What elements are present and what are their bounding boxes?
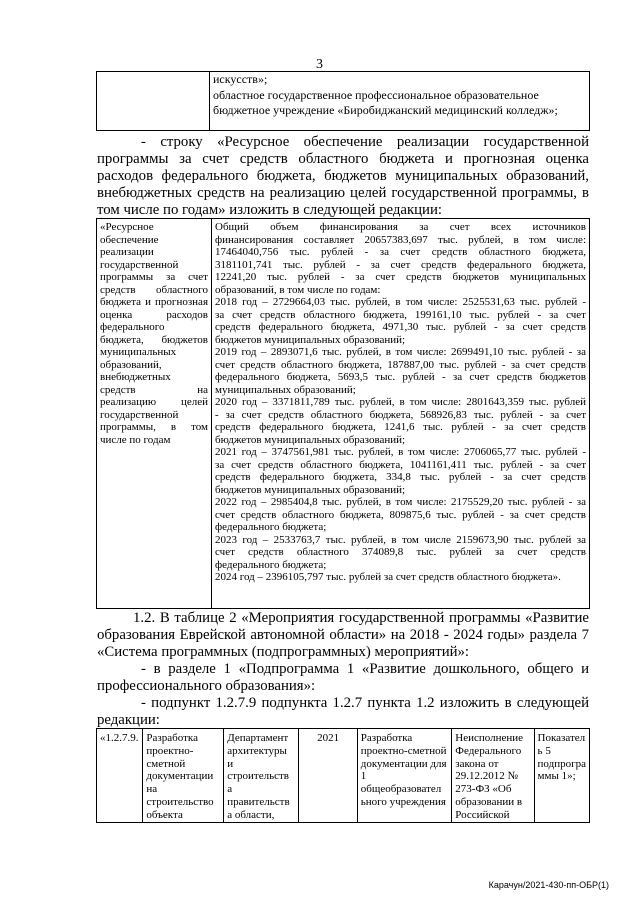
executor-cell	[224, 729, 299, 823]
cell-line: Неисполнение	[455, 732, 524, 744]
measure-name-cell	[143, 729, 224, 823]
measures-table-fragment	[96, 728, 590, 823]
label-line: средств на	[100, 383, 208, 396]
cell-line: на	[146, 783, 158, 796]
cell-line: ммы 1»;	[537, 770, 576, 783]
paragraph-line: редакции:	[97, 712, 160, 728]
amount-line: образований, в том числе по годам:	[215, 283, 381, 296]
paragraph-line: образования Еврейской автономной области» на 2018 - 2024 годы» раздела 7	[97, 627, 589, 643]
top-line: искусств»;	[213, 72, 268, 86]
paragraph-table-2	[97, 610, 589, 729]
amount-line: средств федерального бюджета, 4971,30 тыс. рублей - за счет средств	[215, 321, 586, 333]
label-line: реализацию целей	[100, 396, 208, 408]
paragraph-line: том числе по годам» изложить в следующей редакции:	[97, 202, 443, 218]
cell-line: «1.2.7.9.	[100, 732, 139, 744]
cell-line: Разработка	[360, 732, 413, 744]
top-table-text-cell	[210, 72, 590, 131]
resource-table	[96, 218, 590, 609]
label-line: программы, в том	[100, 421, 208, 433]
cell-line: объекта	[146, 808, 183, 821]
label-line: «Ресурсное	[100, 221, 154, 233]
paragraph-line: профессионального образования»:	[97, 678, 316, 694]
amount-line: финансирования составляет 20657383,697 тыс. рублей, в том числе:	[215, 233, 586, 246]
expected-result-cell	[357, 729, 452, 823]
label-line: бюджета, бюджетов	[100, 333, 208, 346]
cell-line: а области,	[227, 808, 275, 821]
cell-line: Российской	[455, 808, 510, 821]
top-line: областное государственное профессиональное образовательное	[213, 87, 539, 102]
paragraph-line: «Система программных (подпрограммных) мероприятий»:	[97, 644, 470, 660]
row-number-cell	[97, 729, 143, 823]
amount-line: за счет средств областного бюджета, 199161,10 тыс. рублей - за счет	[215, 308, 586, 321]
cell-line: и	[227, 757, 234, 770]
amount-line: 2021 год – 3747561,981 тыс. рублей, в том числе: 2706065,77 тыс. рублей -	[215, 446, 586, 458]
amount-line: счет средств областного бюджета, 809875,6 тыс. рублей - за счет средств	[215, 508, 586, 521]
cell-line: проектно-сметной	[360, 744, 447, 757]
paragraph-line: - в разделе 1 «Подпрограмма 1 «Развитие дошкольного, общего и	[141, 661, 589, 677]
paragraph-resource-row	[97, 134, 589, 219]
amount-line: 2018 год – 2729664,03 тыс. рублей, в том числе: 2525531,63 тыс. рублей -	[215, 296, 586, 308]
top-line: бюджетное учреждение «Биробиджанский медицинский колледж»;	[213, 103, 558, 117]
cell-line: 2021	[317, 732, 340, 744]
page-number: 3	[316, 57, 323, 72]
amount-line: 3181101,741 тыс. рублей - за счет средств федерального бюджета,	[215, 258, 586, 271]
label-line: бюджета и прогнозная	[100, 296, 208, 308]
top-table-fragment	[96, 71, 590, 131]
amount-line: бюджетов муниципальных образований;	[215, 483, 406, 496]
resource-label-cell	[97, 219, 212, 609]
amount-line: федерального бюджета;	[215, 521, 327, 533]
cell-line: проектно-	[146, 744, 194, 757]
amount-line: 2019 год – 2893071,6 тыс. рублей, в том числе: 2699491,10 тыс. рублей - за	[215, 346, 586, 358]
consequences-cell	[452, 729, 534, 823]
label-line: государственной	[100, 258, 179, 271]
amount-line: средств федерального бюджета, 334,8 тыс. рублей - за счет средств	[215, 471, 586, 483]
label-line: внебюджетных	[100, 371, 171, 383]
label-line: программы за счет	[100, 271, 208, 283]
amount-line: 2024 год – 2396105,797 тыс. рублей за счет средств областного бюджета».	[215, 571, 561, 583]
paragraph-line: программы за счет средств областного бюджета и прогнозная оценка	[97, 151, 589, 167]
cell-line: документации	[146, 770, 214, 783]
amount-line: 2020 год – 3371811,789 тыс. рублей, в том числе: 2801643,359 тыс. рублей	[215, 396, 586, 408]
label-line: числе по годам	[100, 433, 171, 446]
cell-line: Департамент	[227, 732, 289, 744]
cell-line: документации для	[360, 757, 447, 770]
amount-line: бюджетов муниципальных образований;	[215, 433, 406, 446]
cell-line: Разработка	[146, 732, 198, 744]
label-line: обеспечение	[100, 233, 159, 246]
amount-line: муниципальных образований;	[215, 383, 356, 396]
label-line: оценка расходов	[100, 308, 208, 321]
cell-line: ь 5	[537, 744, 551, 757]
cell-line: закона от	[455, 757, 499, 770]
cell-line: 273-ФЗ «Об	[455, 783, 512, 796]
cell-line: образовании в	[455, 795, 523, 808]
amount-line: бюджетов муниципальных образований;	[215, 333, 406, 346]
cell-line: а	[227, 783, 233, 796]
amount-line: счет средств областного 374089,8 тыс. рублей за счет средств	[215, 546, 586, 558]
cell-line: архитектуры	[227, 744, 287, 757]
paragraph-line: внебюджетных средств на реализацию целей государственной программы, в	[97, 185, 589, 201]
paragraph-line: расходов федерального бюджета, бюджетов муниципальных образований,	[97, 168, 589, 184]
amount-line: средств федерального бюджета, 1241,6 тыс. рублей - за счет средств	[215, 421, 586, 433]
amount-line: 12241,20 тыс. рублей - за счет средств бюджетов муниципальных	[215, 271, 586, 283]
amount-line: федерального бюджета, 5693,5 тыс. рублей - за счет средств бюджетов	[215, 371, 586, 383]
cell-line: 1	[360, 770, 367, 783]
year-cell	[299, 729, 357, 823]
amount-line: - за счет средств областного бюджета, 568926,83 тыс. рублей - за счет	[215, 408, 586, 421]
label-line: реализации	[100, 246, 154, 258]
cell-line: общеобразовател	[360, 783, 442, 796]
cell-line: правительств	[227, 795, 290, 808]
label-line: средств областного	[100, 283, 208, 296]
amount-line: Общий объем финансирования за счет всех источников	[215, 221, 586, 233]
amount-line: федерального бюджета;	[215, 558, 327, 571]
label-line: образований,	[100, 358, 162, 371]
cell-line: ьного учреждения	[360, 795, 446, 808]
cell-line: Показател	[537, 732, 586, 744]
amount-line: 17464040,756 тыс. рублей - за счет средств областного бюджета,	[215, 246, 586, 258]
paragraph-line: - строку «Ресурсное обеспечение реализации государственной	[141, 134, 589, 150]
amount-line: счет средств областного бюджета, 187887,00 тыс. рублей - за счет средств	[215, 358, 586, 371]
cell-line: подпрогра	[537, 757, 586, 770]
amount-line: 2022 год – 2985404,8 тыс. рублей, в том числе: 2175529,20 тыс. рублей - за	[215, 496, 586, 508]
cell-line: строительство	[146, 795, 214, 808]
cell-line: сметной	[146, 757, 186, 770]
top-table-empty-cell	[97, 72, 210, 131]
document-footer-code: Карачун/2021-430-пп-ОБР(1)	[488, 880, 609, 890]
label-line: муниципальных	[100, 346, 177, 358]
amount-line: 2023 год – 2533763,7 тыс. рублей, в том числе 2159673,90 тыс. рублей за	[215, 533, 586, 546]
cell-line: Федерального	[455, 744, 522, 757]
label-line: государственной	[100, 408, 179, 421]
amount-line: за счет средств областного бюджета, 1041161,411 тыс. рублей - за счет	[215, 458, 586, 471]
cell-line: 29.12.2012 №	[455, 770, 519, 783]
cell-line: строительств	[227, 770, 289, 783]
label-line: федерального	[100, 321, 165, 333]
resource-amounts-cell	[212, 219, 590, 609]
paragraph-line: 1.2. В таблице 2 «Мероприятия государственной программы «Развитие	[133, 610, 589, 626]
indicator-link-cell	[534, 729, 589, 823]
paragraph-line: - подпункт 1.2.7.9 подпункта 1.2.7 пункта 1.2 изложить в следующей	[141, 695, 589, 711]
